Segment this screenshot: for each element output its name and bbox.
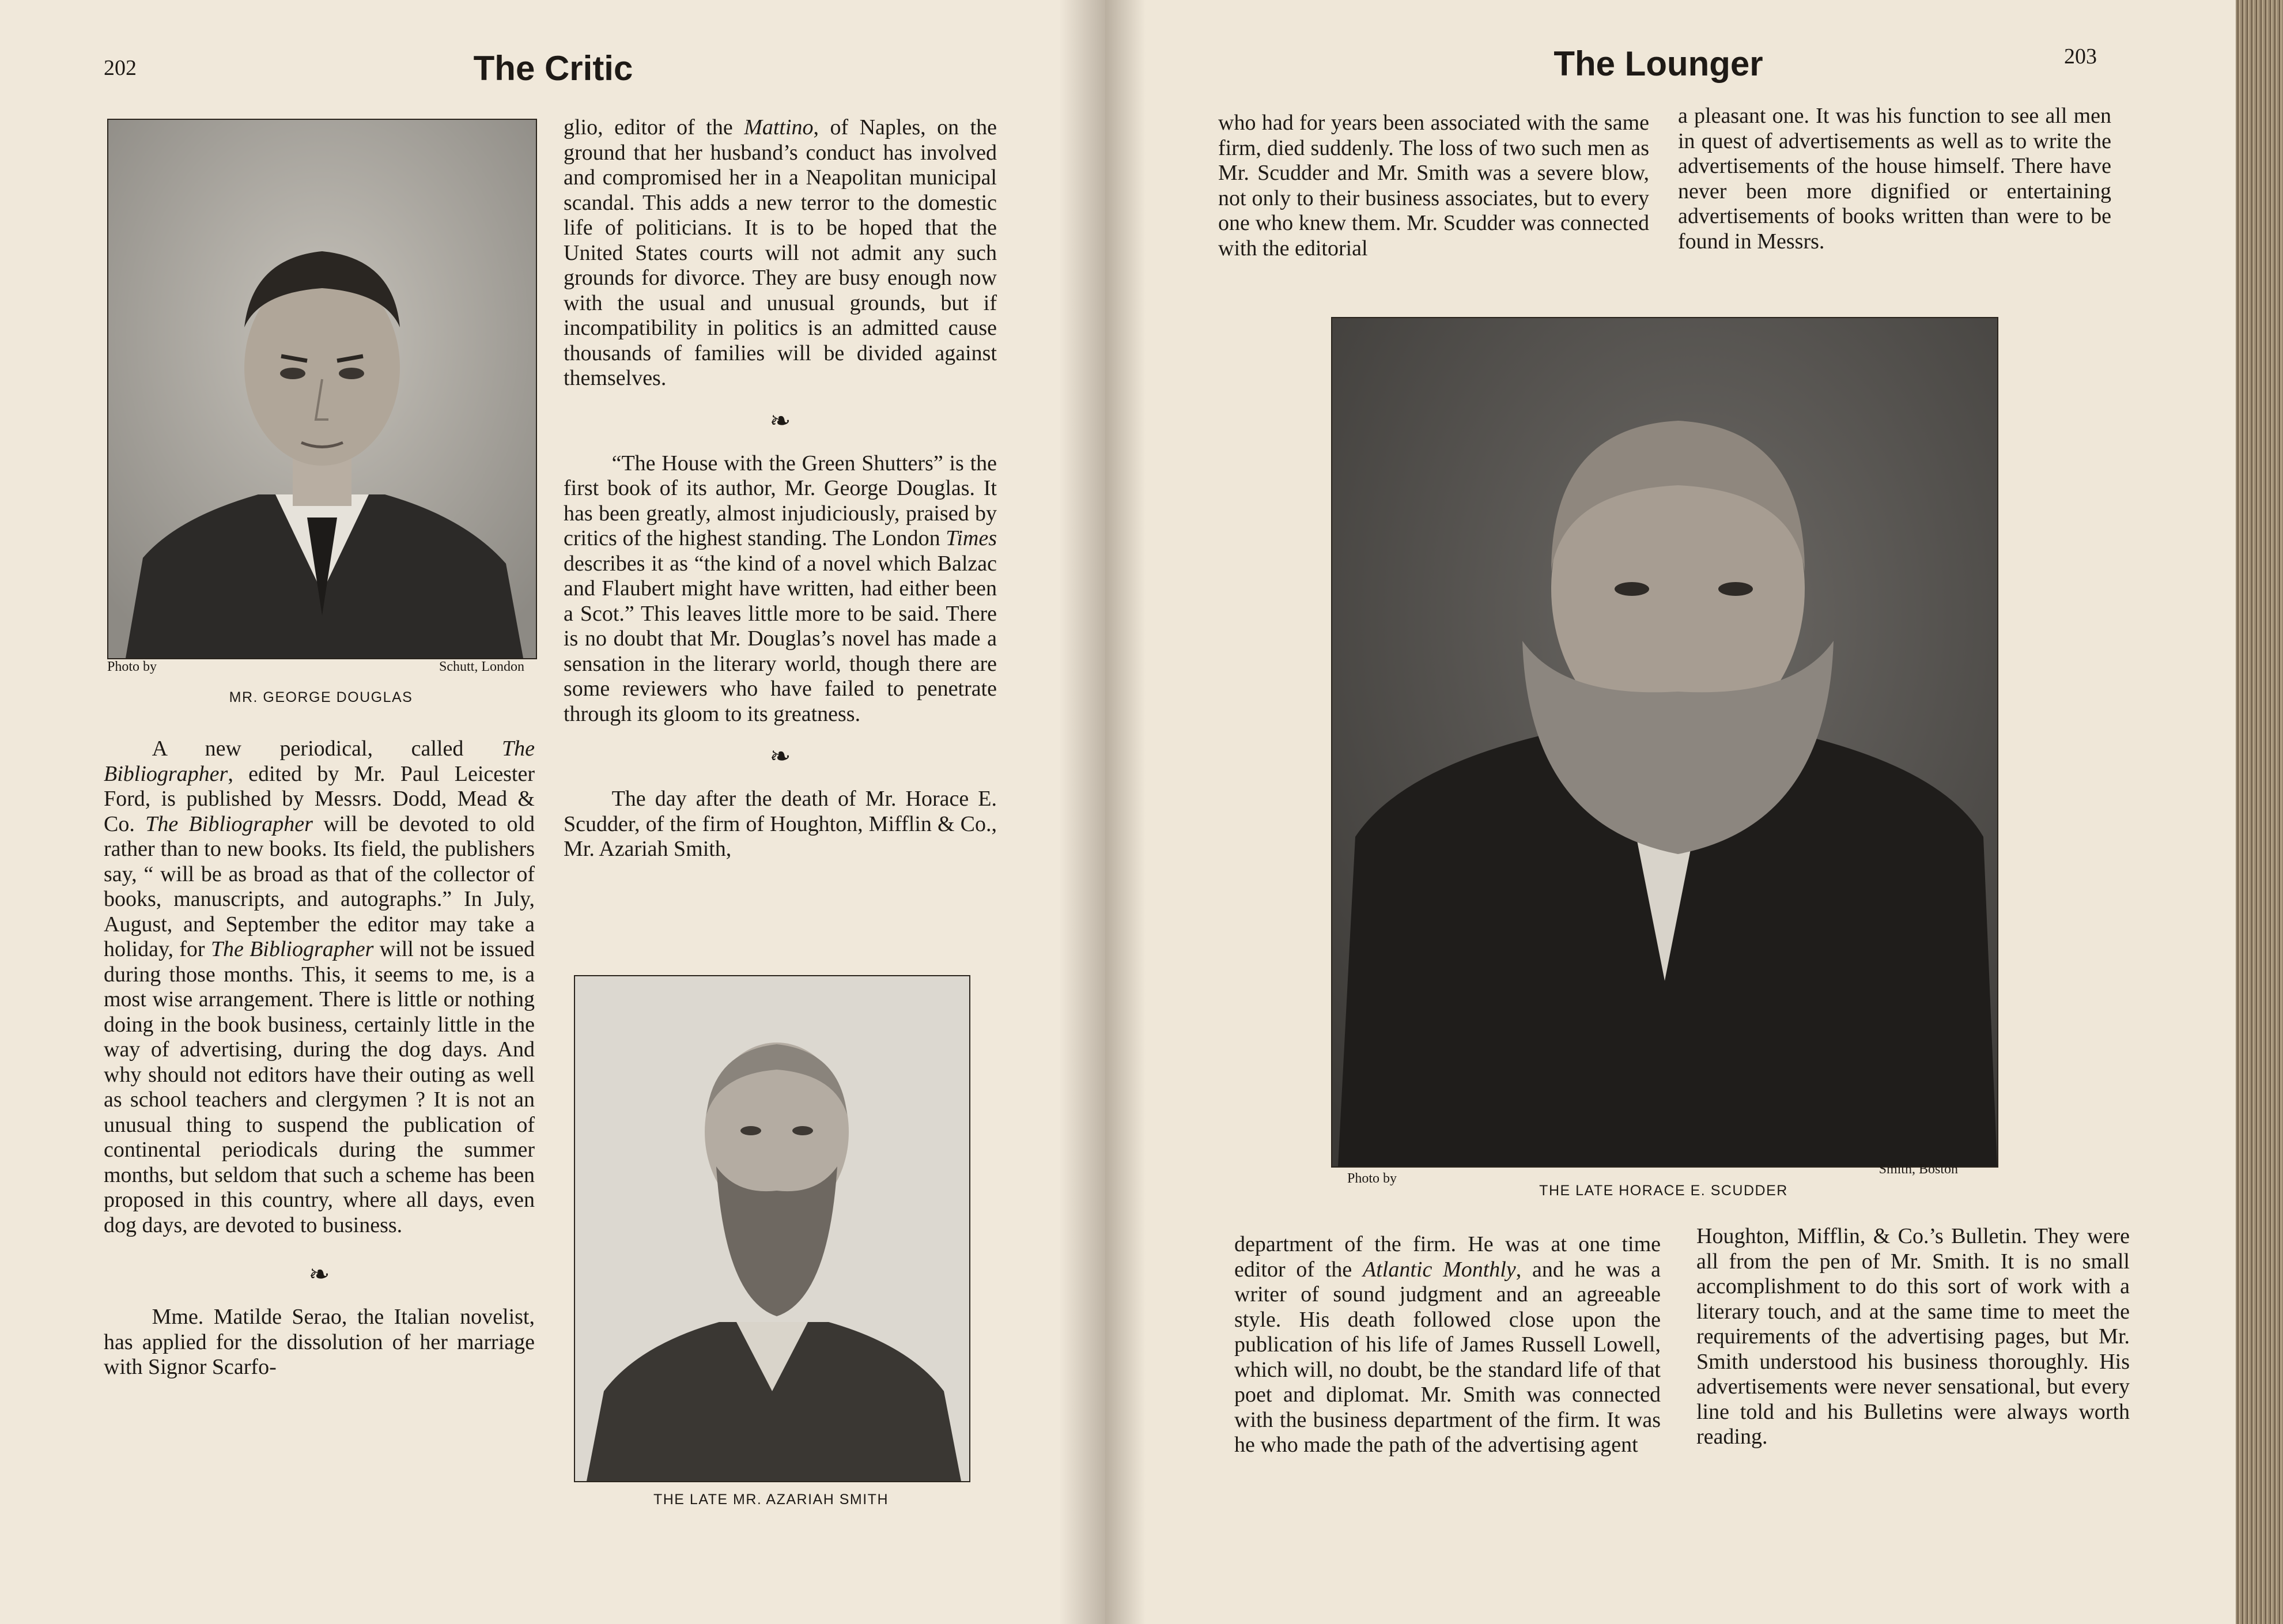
paragraph-scarfoglio: glio, editor of the Mattino, of Naples, on the ground that her husband’s conduct has involved and compromised her in a Neapolitan municipal scandal. This adds a new terror to the domestic life of politicians. It is to be hoped that the United States courts will not admit any such grounds for divorce. They are busy enough now with the usual and unusual grounds, but if incompatibility in politics is an admitted cause thousands of families will be divided against themselves. (564, 115, 997, 390)
right-page (1105, 0, 2236, 1624)
right-bottom-column-1 (1234, 1232, 1661, 1458)
portrait-azariah-smith (574, 975, 970, 1482)
portrait-image (1332, 318, 1997, 1166)
paragraph-bibliographer: A new periodical, called The Bibliographer, edited by Mr. Paul Leicester Ford, is published by Messrs. Dodd, Mead & Co. The Bibliographer will be devoted to old rather than to new books. Its field, the publishers say, “ will be as broad as that of the collector of books, manuscripts, and autographs.” In July, August, and September the editor may take a holiday, for The Bibliographer will not be issued during those months. This, it seems to me, is a most wise arrangement. There is little or nothing doing in the book business, certainly little in the way of advertising, during the dog days. And why should not editors have their outing as well as school teachers and clergymen ? It is not an unusual thing to suspend the publication of continental periodicals during the summer months, but seldom that such a scheme has been proposed in this country, where all days, even dog days, are devoted to business. (104, 737, 535, 1237)
portrait-george-douglas (107, 119, 537, 659)
left-column-1 (104, 737, 535, 1380)
photo-credit-name: Smith, Boston (1878, 1162, 1958, 1177)
right-top-column-2 (1678, 104, 2111, 254)
portrait-image (108, 120, 536, 658)
photo-credit-label: Photo by (1347, 1171, 1397, 1186)
page-number: 203 (2064, 44, 2097, 69)
photo-credit-label: Photo by (107, 659, 157, 674)
paragraph-smith-death: who had for years been associated with the same firm, died suddenly. The loss of two such men as Mr. Scudder and Mr. Smith was a severe blow, not only to their business associates, but to every one who knew them. Mr. Scudder was connected with the editorial (1218, 111, 1649, 260)
paragraph-scudder-editor: department of the firm. He was at one time editor of the Atlantic Monthly, and he was a writer of sound judgment and an agreeable style. His death followed close upon the publication of his life of James Russell Lowell, which will, no doubt, be the standard life of that poet and diplomat. Mr. Smith was connected with the business department of the firm. It was he who made the path of the advertising agent (1234, 1232, 1661, 1457)
paragraph-bulletin: Houghton, Mifflin, & Co.’s Bulletin. They were all from the pen of Mr. Smith. It is no small accomplishment to do this sort of work with a literary touch, and at the same time to meet the requirements of the advertising pages, but Mr. Smith understood his business thoroughly. His advertisements were never sensational, but every line told and his Bulletins were always worth reading. (1696, 1224, 2130, 1449)
running-head: The Lounger (1554, 44, 1763, 83)
ornament-icon: ❧ (769, 406, 791, 435)
paragraph-serao: Mme. Matilde Serao, the Italian novelist, has applied for the dissolution of her marriage with Signor Scarfo- (104, 1305, 535, 1379)
photo-caption: THE LATE HORACE E. SCUDDER (1539, 1183, 1788, 1199)
book-page-edges (2236, 0, 2283, 1624)
ornament-icon: ❧ (769, 742, 791, 771)
paragraph-green-shutters: “The House with the Green Shutters” is the first book of its author, Mr. George Douglas. It has been greatly, almost injudiciously, praised by critics of the highest standing. The London Times describes it as “the kind of a novel which Balzac and Flaubert might have written, had either been a Scot.” This leaves little more to be said. There is no doubt that Mr. Douglas’s novel has made a sensation in the literary world, though there are some reviewers who have failed to penetrate through its gloom to its greatness. (564, 451, 997, 726)
photo-caption: MR. GEORGE DOUGLAS (229, 689, 413, 705)
gutter-shadow (1105, 0, 1146, 1624)
gutter-shadow (1059, 0, 1105, 1624)
photo-caption: THE LATE MR. AZARIAH SMITH (653, 1491, 889, 1508)
paragraph-smith-function: a pleasant one. It was his function to see all men in quest of advertisements as well as to write the advertisements of the house himself. There have never been more dignified or entertaining advertisements of books written than were to be found in Messrs. (1678, 104, 2111, 254)
left-page (0, 0, 1105, 1624)
photo-credit-name: Schutt, London (439, 659, 524, 674)
page-number: 202 (104, 56, 137, 80)
portrait-image (575, 976, 969, 1481)
right-top-column-1 (1218, 111, 1649, 261)
portrait-horace-scudder (1331, 317, 1998, 1168)
paragraph-scudder-death: The day after the death of Mr. Horace E. Scudder, of the firm of Houghton, Mifflin & Co., Mr. Azariah Smith, (564, 787, 997, 861)
left-column-2 (564, 115, 997, 862)
running-head: The Critic (473, 49, 633, 88)
right-bottom-column-2 (1696, 1224, 2130, 1450)
ornament-icon: ❧ (308, 1260, 330, 1289)
